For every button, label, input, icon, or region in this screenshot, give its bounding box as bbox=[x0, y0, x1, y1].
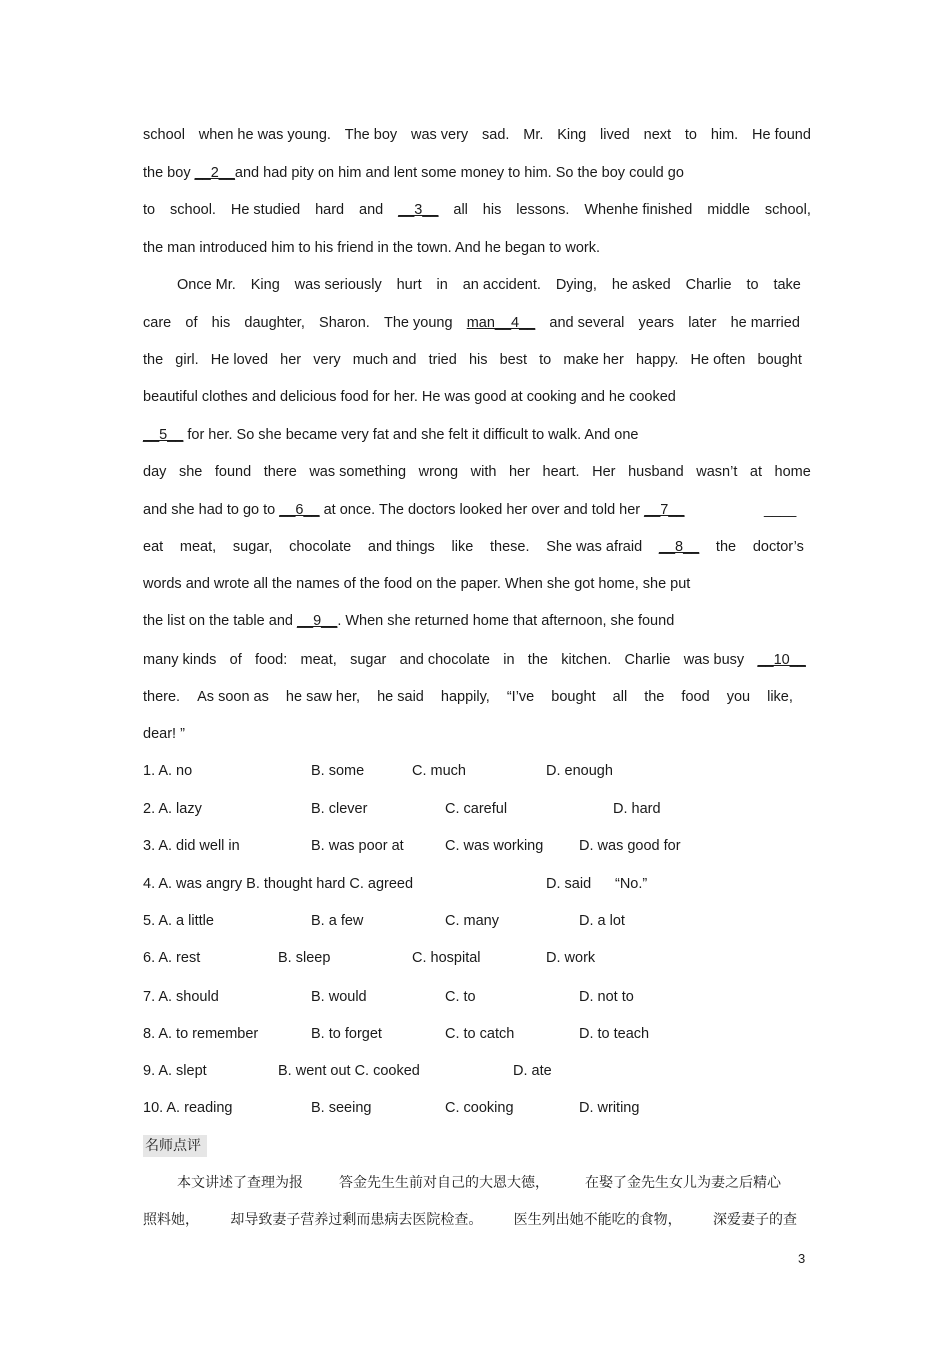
option: B. seeing bbox=[311, 1100, 372, 1116]
option: B. sleep bbox=[278, 950, 331, 966]
passage-line-13: words and wrote all the names of the food on the paper. When she got home, she put bbox=[143, 576, 691, 592]
passage-line-1 bbox=[143, 125, 811, 145]
passage-line-11-tail: ____ bbox=[764, 502, 797, 518]
word: bought bbox=[757, 352, 802, 368]
text: . When she returned home that afternoon, she found bbox=[337, 613, 675, 629]
question-7-options bbox=[143, 987, 811, 1007]
word: with bbox=[470, 464, 497, 480]
word: his bbox=[211, 315, 231, 331]
word: sad. bbox=[482, 127, 510, 143]
word: him. bbox=[710, 127, 739, 143]
word: She was afraid bbox=[546, 539, 643, 555]
word: school. bbox=[170, 202, 216, 218]
word: Charlie bbox=[624, 652, 671, 668]
question-5-options bbox=[143, 911, 811, 931]
text: at once. The doctors looked her over and told her bbox=[319, 502, 645, 518]
word: he said bbox=[377, 689, 424, 705]
word: the bbox=[143, 352, 164, 368]
word: Once Mr. bbox=[177, 277, 236, 293]
text: 本文讲述了查理为报 bbox=[177, 1175, 303, 1191]
word: food: bbox=[255, 652, 288, 668]
word: hurt bbox=[396, 277, 422, 293]
option: D. not to bbox=[579, 989, 634, 1005]
passage-line-6 bbox=[143, 313, 800, 333]
word: to bbox=[539, 352, 552, 368]
text: and she had to go to bbox=[143, 502, 280, 518]
word: all bbox=[612, 689, 628, 705]
word: doctor’s bbox=[752, 539, 804, 555]
word: girl. bbox=[175, 352, 199, 368]
word: was something bbox=[309, 464, 407, 480]
word: sugar, bbox=[232, 539, 273, 555]
word: make her bbox=[563, 352, 624, 368]
text: 在娶了金先生女儿为妻之后精心 bbox=[585, 1175, 781, 1191]
commentary-label: 名师点评 bbox=[143, 1135, 207, 1157]
word: husband bbox=[628, 464, 684, 480]
option: C. cooking bbox=[445, 1100, 514, 1116]
option: 4. A. was angry B. thought hard C. agreed bbox=[143, 876, 414, 892]
blank-5: __5__ bbox=[143, 427, 184, 443]
word: Whenhe finished bbox=[584, 202, 693, 218]
option: 8. A. to remember bbox=[143, 1026, 259, 1042]
word: very bbox=[313, 352, 341, 368]
word: much and bbox=[352, 352, 417, 368]
option: B. some bbox=[311, 763, 365, 779]
word: his bbox=[468, 352, 488, 368]
blank-6: __6__ bbox=[279, 502, 320, 518]
word: He studied bbox=[230, 202, 301, 218]
option: D. ate bbox=[513, 1063, 552, 1079]
passage-line-17: dear! ” bbox=[143, 726, 185, 742]
word: her bbox=[508, 464, 530, 480]
blank-2: __2__ bbox=[194, 165, 235, 181]
passage-line-4: the man introduced him to his friend in the town. And he began to work. bbox=[143, 240, 601, 256]
option: 9. A. slept bbox=[143, 1063, 207, 1079]
word: there bbox=[263, 464, 297, 480]
word: The young bbox=[384, 315, 453, 331]
option: C. was working bbox=[445, 838, 544, 854]
word: tried bbox=[428, 352, 457, 368]
text: 照料她， bbox=[143, 1212, 199, 1228]
word: these. bbox=[490, 539, 530, 555]
option: C. hospital bbox=[412, 950, 481, 966]
word: sugar bbox=[350, 652, 387, 668]
word: when he was young. bbox=[198, 127, 331, 143]
word: was busy bbox=[683, 652, 745, 668]
word: The boy bbox=[344, 127, 398, 143]
word: daughter, bbox=[244, 315, 305, 331]
word: Dying, bbox=[555, 277, 597, 293]
option: C. many bbox=[445, 913, 499, 929]
word: Sharon. bbox=[319, 315, 370, 331]
word: years bbox=[638, 315, 675, 331]
word: chocolate bbox=[289, 539, 352, 555]
commentary-line-2 bbox=[143, 1210, 797, 1230]
word: in bbox=[503, 652, 515, 668]
word: at bbox=[749, 464, 762, 480]
option: B. would bbox=[311, 989, 367, 1005]
word: kitchen. bbox=[561, 652, 612, 668]
word: was very bbox=[410, 127, 469, 143]
word: of bbox=[229, 652, 242, 668]
blank-8: __8__ bbox=[658, 539, 700, 555]
passage-line-9 bbox=[143, 425, 811, 445]
word: to bbox=[684, 127, 697, 143]
word: was seriously bbox=[294, 277, 382, 293]
word: and things bbox=[367, 539, 435, 555]
option: “No.” bbox=[615, 876, 648, 892]
text: 深爱妻子的查 bbox=[712, 1212, 797, 1228]
word: later bbox=[688, 315, 717, 331]
option: D. a lot bbox=[579, 913, 625, 929]
question-9-options bbox=[143, 1061, 811, 1081]
question-8-options bbox=[143, 1024, 811, 1044]
word: the bbox=[644, 689, 665, 705]
option: 5. A. a little bbox=[143, 913, 214, 929]
word: he asked bbox=[611, 277, 671, 293]
page-number: 3 bbox=[798, 1251, 806, 1266]
word: home bbox=[774, 464, 811, 480]
word: middle bbox=[707, 202, 750, 218]
text: the list on the table and bbox=[143, 613, 297, 629]
text: 医生列出她不能吃的食物， bbox=[513, 1212, 682, 1228]
word: care bbox=[143, 315, 172, 331]
word: wrong bbox=[418, 464, 459, 480]
word: and several bbox=[549, 315, 625, 331]
option: 7. A. should bbox=[143, 989, 219, 1005]
word: you bbox=[726, 689, 751, 705]
option: 2. A. lazy bbox=[143, 801, 202, 817]
blank-3: __3__ bbox=[398, 202, 439, 218]
word: happy. bbox=[635, 352, 679, 368]
passage-line-11 bbox=[143, 500, 811, 520]
word: hard bbox=[315, 202, 345, 218]
word: and chocolate bbox=[399, 652, 490, 668]
word: to bbox=[143, 202, 156, 218]
word: and bbox=[359, 202, 384, 218]
text: the boy bbox=[143, 165, 195, 181]
word: the bbox=[715, 539, 737, 555]
question-3-options bbox=[143, 836, 811, 856]
blank-4: man__4__ bbox=[466, 315, 536, 331]
option: D. hard bbox=[613, 801, 661, 817]
option: D. was good for bbox=[579, 838, 681, 854]
word: all bbox=[453, 202, 468, 218]
option: D. said bbox=[546, 876, 592, 892]
word: wasn’t bbox=[696, 464, 738, 480]
passage-line-16 bbox=[143, 687, 793, 707]
word: like, bbox=[767, 689, 793, 705]
blank-10: __10__ bbox=[757, 652, 806, 668]
text: 却导致妻子营养过剩而患病去医院检查。 bbox=[230, 1212, 483, 1228]
option: B. clever bbox=[311, 801, 368, 817]
blank-7: __7__ bbox=[644, 502, 685, 518]
passage-line-15 bbox=[143, 650, 806, 670]
passage-line-14 bbox=[143, 611, 811, 631]
passage-line-5 bbox=[177, 275, 801, 295]
word: He often bbox=[690, 352, 746, 368]
option: D. work bbox=[546, 950, 596, 966]
word: found bbox=[214, 464, 252, 480]
word: lessons. bbox=[516, 202, 570, 218]
word: food bbox=[681, 689, 710, 705]
word: King bbox=[557, 127, 587, 143]
text: and had pity on him and lent some money to him. So the boy could go bbox=[234, 165, 684, 181]
word: meat, bbox=[179, 539, 217, 555]
word: Mr. bbox=[523, 127, 544, 143]
word: an accident. bbox=[462, 277, 541, 293]
word: like bbox=[451, 539, 474, 555]
option: B. went out C. cooked bbox=[278, 1063, 420, 1079]
word: bought bbox=[551, 689, 596, 705]
question-10-options bbox=[143, 1098, 811, 1118]
word: day bbox=[143, 464, 167, 480]
question-1-options bbox=[143, 761, 811, 781]
passage-line-7 bbox=[143, 350, 802, 370]
passage-line-2 bbox=[143, 163, 811, 183]
option: 1. A. no bbox=[143, 763, 193, 779]
word: lived bbox=[600, 127, 630, 143]
word: school, bbox=[764, 202, 811, 218]
blank-9: __9__ bbox=[296, 613, 338, 629]
word: take bbox=[773, 277, 801, 293]
option: D. enough bbox=[546, 763, 613, 779]
option: B. to forget bbox=[311, 1026, 382, 1042]
word: school bbox=[143, 127, 185, 143]
question-4-options bbox=[143, 874, 811, 894]
word: he saw her, bbox=[285, 689, 361, 705]
passage-line-8: beautiful clothes and delicious food for her. He was good at cooking and he cooked bbox=[143, 389, 676, 405]
word: in bbox=[436, 277, 448, 293]
option: 6. A. rest bbox=[143, 950, 201, 966]
option: D. to teach bbox=[579, 1026, 650, 1042]
passage-line-10 bbox=[143, 462, 811, 482]
word: there. bbox=[143, 689, 181, 705]
word: He loved bbox=[210, 352, 269, 368]
question-2-options bbox=[143, 799, 811, 819]
word: he married bbox=[730, 315, 800, 331]
option: C. to bbox=[445, 989, 476, 1005]
option: D. writing bbox=[579, 1100, 640, 1116]
word: many kinds bbox=[143, 652, 217, 668]
word: to bbox=[746, 277, 759, 293]
word: King bbox=[250, 277, 280, 293]
word: of bbox=[185, 315, 198, 331]
option: B. a few bbox=[311, 913, 364, 929]
option: C. to catch bbox=[445, 1026, 515, 1042]
passage-line-3 bbox=[143, 200, 811, 220]
option: 10. A. reading bbox=[143, 1100, 233, 1116]
word: happily, bbox=[440, 689, 490, 705]
word: heart. bbox=[542, 464, 580, 480]
word: As soon as bbox=[197, 689, 269, 705]
passage-line-12 bbox=[143, 537, 804, 557]
word: meat, bbox=[300, 652, 337, 668]
word: Her bbox=[592, 464, 616, 480]
word: her bbox=[280, 352, 302, 368]
option: C. much bbox=[412, 763, 466, 779]
word: next bbox=[643, 127, 672, 143]
word: He found bbox=[752, 127, 811, 143]
word: “I’ve bbox=[506, 689, 535, 705]
text: 答金先生生前对自己的大恩大德， bbox=[339, 1175, 549, 1191]
text: for her. So she became very fat and she felt it difficult to walk. And one bbox=[183, 427, 639, 443]
question-6-options bbox=[143, 948, 811, 968]
option: 3. A. did well in bbox=[143, 838, 240, 854]
option: B. was poor at bbox=[311, 838, 404, 854]
option: C. careful bbox=[445, 801, 508, 817]
word: Charlie bbox=[685, 277, 732, 293]
commentary-line-1 bbox=[177, 1173, 781, 1193]
word: eat bbox=[143, 539, 164, 555]
word: best bbox=[499, 352, 528, 368]
word: his bbox=[482, 202, 502, 218]
word: the bbox=[527, 652, 548, 668]
word: she bbox=[178, 464, 203, 480]
